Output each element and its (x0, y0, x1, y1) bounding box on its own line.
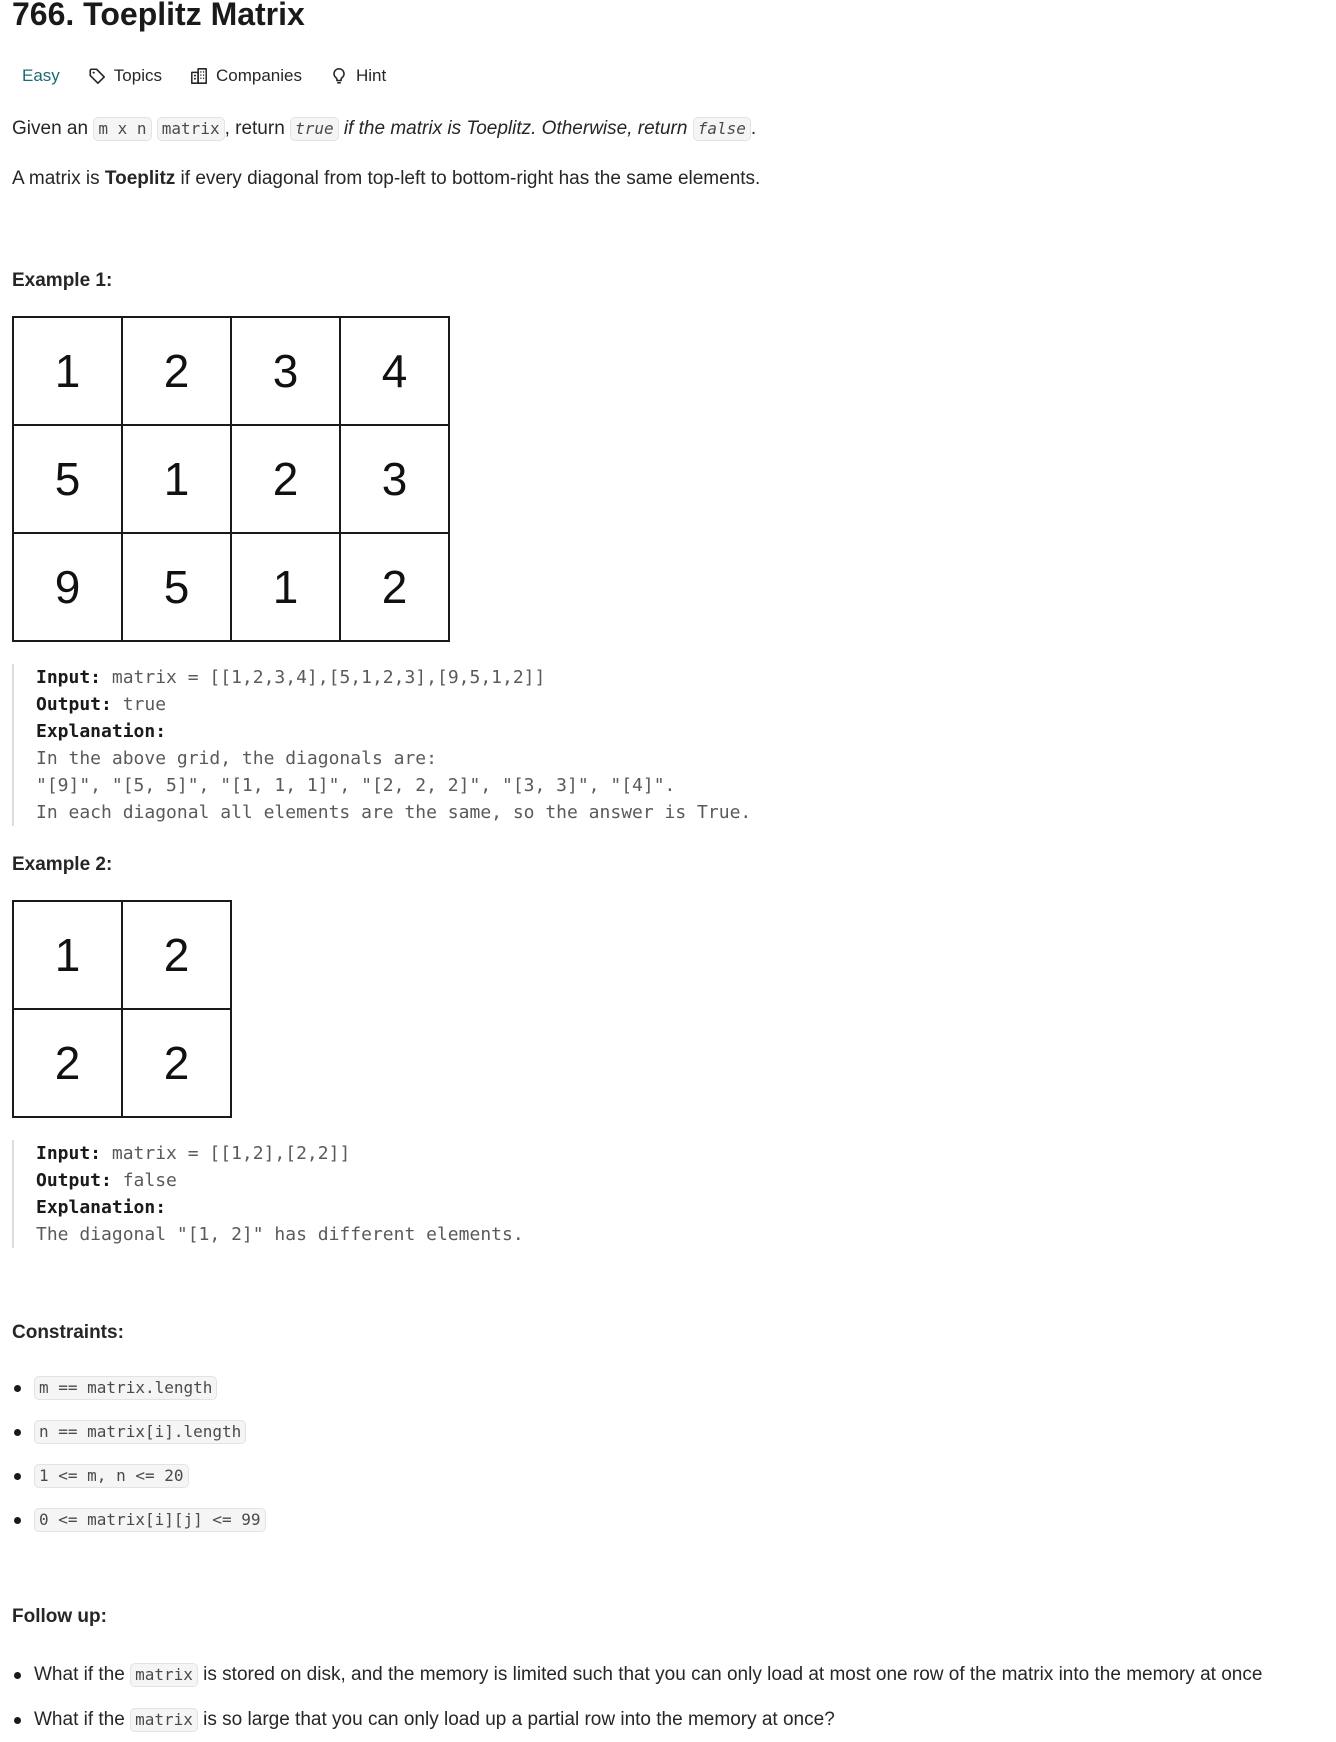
explanation-label: Explanation: (36, 721, 167, 742)
example-1-matrix (12, 316, 450, 642)
follow-up-list (12, 1652, 1262, 1742)
constraint-item: n == matrix[i].length (12, 1410, 266, 1454)
follow-up-item: What if the matrix is stored on disk, and the memory is limited such that you can only load at most one row of the matrix into the memory at once (12, 1652, 1262, 1697)
explanation-label: Explanation: (36, 1197, 167, 1218)
matrix-cell: 1 (231, 533, 340, 641)
input-line: Input: matrix = [[1,2,3,4],[5,1,2,3],[9,5,1,2]] (36, 667, 546, 688)
matrix-cell: 5 (122, 533, 231, 641)
constraint-item: 0 <= matrix[i][j] <= 99 (12, 1498, 266, 1542)
matrix-cell: 2 (122, 317, 231, 425)
code-matrix: matrix (157, 117, 225, 141)
matrix-cell: 9 (13, 533, 122, 641)
input-line: Input: matrix = [[1,2],[2,2]] (36, 1143, 351, 1164)
hint-label: Hint (355, 66, 387, 85)
topics-tag[interactable] (88, 66, 162, 86)
building-icon (190, 67, 208, 85)
code-false: false (693, 117, 751, 141)
constraint-item: m == matrix.length (12, 1366, 266, 1410)
code-m-x-n: m x n (93, 117, 151, 141)
topics-label: Topics (113, 66, 162, 85)
matrix-cell: 3 (231, 317, 340, 425)
explanation-line: The diagonal "[1, 2]" has different elements. (36, 1224, 524, 1245)
constraint-item: 1 <= m, n <= 20 (12, 1454, 266, 1498)
companies-tag[interactable] (190, 66, 302, 86)
explanation-line: In each diagonal all elements are the same, so the answer is True. (36, 802, 752, 823)
constraints-heading: Constraints: (12, 1322, 124, 1343)
matrix-cell: 5 (13, 425, 122, 533)
matrix-cell: 2 (122, 901, 231, 1009)
tag-bar (12, 62, 386, 90)
example-2-heading: Example 2: (12, 854, 113, 875)
example-2-block (12, 1140, 524, 1248)
example-1-heading: Example 1: (12, 270, 113, 291)
matrix-cell: 2 (13, 1009, 122, 1117)
matrix-cell: 2 (231, 425, 340, 533)
matrix-cell: 3 (340, 425, 449, 533)
difficulty-badge[interactable]: Easy (22, 66, 60, 85)
matrix-cell: 2 (122, 1009, 231, 1117)
output-line: Output: false (36, 1170, 177, 1191)
explanation-line: In the above grid, the diagonals are: (36, 748, 437, 769)
page-title: 766. Toeplitz Matrix (12, 0, 305, 32)
tag-icon (88, 67, 106, 85)
code-true: true (290, 117, 339, 141)
constraints-list (12, 1366, 266, 1542)
lightbulb-icon (330, 67, 348, 85)
matrix-cell: 4 (340, 317, 449, 425)
output-line: Output: true (36, 694, 167, 715)
description-paragraph-1: Given an m x n matrix , return true if the matrix is Toeplitz. Otherwise, return false . (12, 118, 757, 139)
hint-tag[interactable] (330, 66, 386, 86)
matrix-cell: 1 (13, 317, 122, 425)
matrix-cell: 2 (340, 533, 449, 641)
toeplitz-term: Toeplitz (104, 168, 176, 189)
explanation-line: "[9]", "[5, 5]", "[1, 1, 1]", "[2, 2, 2]", "[3, 3]", "[4]". (36, 775, 676, 796)
follow-up-item: What if the matrix is so large that you can only load up a partial row into the memory at once? (12, 1697, 1262, 1742)
example-1-block (12, 664, 751, 826)
matrix-cell: 1 (13, 901, 122, 1009)
matrix-cell: 1 (122, 425, 231, 533)
follow-up-heading: Follow up: (12, 1606, 107, 1627)
example-2-matrix (12, 900, 232, 1118)
description-paragraph-2: A matrix is Toeplitz if every diagonal from top-left to bottom-right has the same elements. (12, 168, 761, 189)
companies-label: Companies (215, 66, 302, 85)
